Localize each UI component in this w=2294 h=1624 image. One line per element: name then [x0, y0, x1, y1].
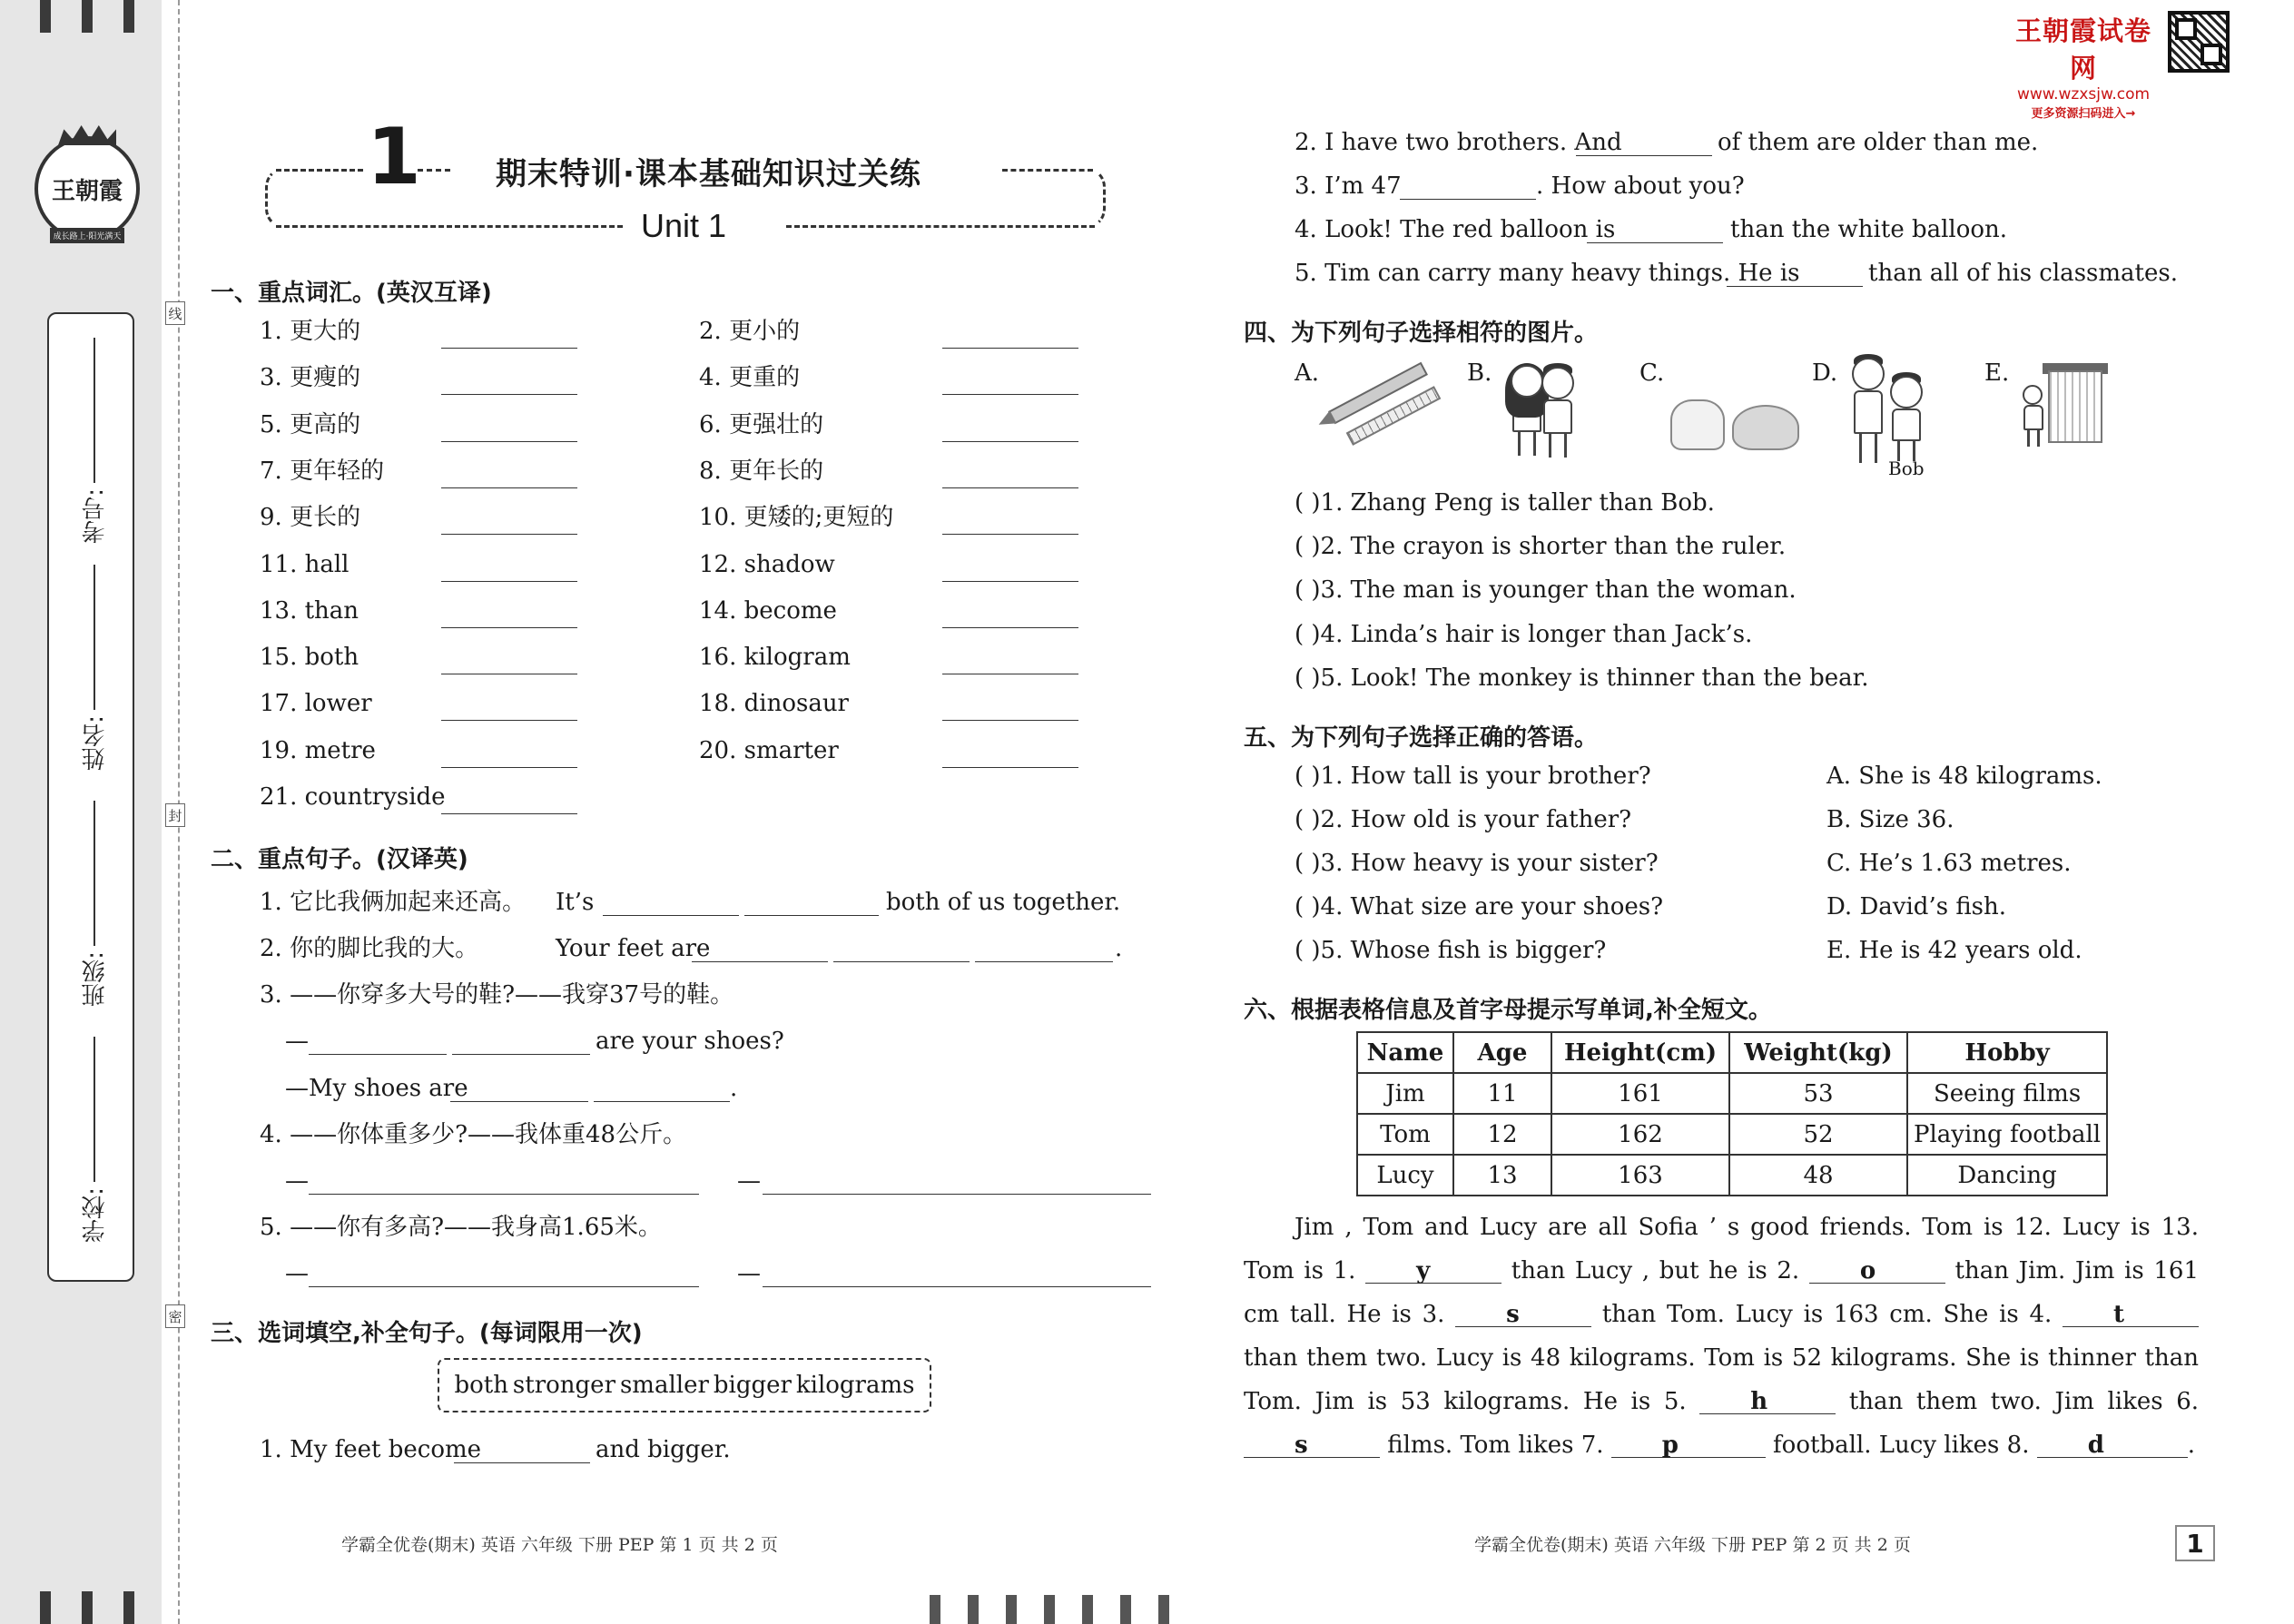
passage-blank[interactable]: y — [1365, 1259, 1501, 1284]
unit-title: Unit 1 — [641, 207, 727, 244]
table-header: Hobby — [1907, 1032, 2107, 1073]
question-text: —My shoes are — [285, 1075, 468, 1102]
seal-mark: 密 — [165, 1304, 185, 1328]
question-text: of them are older than me. — [1718, 129, 2039, 156]
question-text: 1. My feet become — [260, 1436, 482, 1463]
vocab-item: 10. 更矮的;更短的 — [699, 504, 894, 532]
match-item[interactable]: ( )5. Look! The monkey is thinner than the bear. — [1295, 664, 1869, 692]
answer-blank[interactable] — [975, 961, 1113, 962]
match-item[interactable]: ( )1. Zhang Peng is taller than Bob. — [1295, 489, 1715, 517]
table-header-row — [1357, 1032, 2107, 1073]
info-table — [1356, 1031, 2108, 1196]
word-option: bigger — [713, 1372, 792, 1399]
field-name[interactable] — [76, 559, 113, 771]
answer-blank[interactable] — [452, 1054, 590, 1055]
page-title: 期末特训·课本基础知识过关练 — [496, 156, 921, 192]
table-cell: Dancing — [1907, 1155, 2107, 1196]
field-label: 考号: — [81, 488, 109, 544]
table-row — [1357, 1073, 2107, 1114]
page-number: 1 — [2175, 1525, 2215, 1561]
section-heading: 五、为下列句子选择正确的答语。 — [1244, 724, 1599, 752]
table-cell: 162 — [1551, 1114, 1729, 1155]
brand-logo — [34, 136, 140, 241]
field-exam-number[interactable] — [76, 332, 113, 544]
table-cell: 161 — [1551, 1073, 1729, 1114]
table-cell: 163 — [1551, 1155, 1729, 1196]
seal-mark: 封 — [165, 803, 185, 827]
registration-mark — [82, 0, 93, 33]
vocab-item: 21. countryside — [260, 783, 446, 811]
logo-slogan: 成长路上·阳光满天 — [50, 228, 125, 243]
vocab-item: 18. dinosaur — [699, 690, 849, 718]
answer-blank[interactable] — [1587, 242, 1723, 243]
answer-blank[interactable] — [450, 1101, 588, 1102]
word-option: smaller — [619, 1372, 709, 1399]
registration-mark — [930, 1595, 940, 1624]
word-option: kilograms — [795, 1372, 915, 1399]
section-heading: 二、重点句子。(汉译英) — [211, 846, 468, 873]
table-cell: Playing football — [1907, 1114, 2107, 1155]
vocab-item: 14. become — [699, 596, 837, 625]
vocab-item: 16. kilogram — [699, 644, 851, 672]
question-text: than all of his classmates. — [1868, 260, 2178, 287]
table-cell: 11 — [1453, 1073, 1551, 1114]
word-option: both — [454, 1372, 508, 1399]
option-label: B. — [1467, 359, 1492, 387]
registration-mark — [40, 1591, 51, 1624]
answer-blank[interactable] — [309, 1054, 447, 1055]
vocab-item: 9. 更长的 — [260, 504, 361, 532]
question-text: . — [730, 1075, 738, 1102]
footer-left: 学霸全优卷(期末) 英语 六年级 下册 PEP 第 1 页 共 2 页 — [341, 1535, 778, 1555]
answer-blank[interactable] — [942, 487, 1078, 488]
brand-url[interactable]: www.wzxsjw.com — [2016, 85, 2151, 103]
vocab-item: 12. shadow — [699, 550, 835, 578]
short-boy-icon — [1890, 376, 1923, 461]
answer-blank[interactable] — [441, 627, 577, 628]
passage-blank[interactable]: s — [1455, 1303, 1591, 1327]
registration-mark — [82, 1591, 93, 1624]
match-item[interactable]: ( )3. The man is younger than the woman. — [1295, 576, 1797, 604]
dash: — — [737, 1260, 761, 1287]
vocab-item: 19. metre — [260, 736, 376, 764]
answer-blank[interactable] — [942, 720, 1078, 721]
vocab-item: 7. 更年轻的 — [260, 457, 385, 485]
student-info-box — [47, 312, 134, 1282]
answer-blank[interactable] — [942, 441, 1078, 442]
brand-name: 王朝霞试卷网 — [2014, 15, 2151, 84]
stage-icon — [2048, 370, 2102, 443]
table-header: Age — [1453, 1032, 1551, 1073]
vocab-item: 4. 更重的 — [699, 364, 801, 392]
registration-mark — [123, 1591, 134, 1624]
match-item[interactable]: ( )2. How old is your father? — [1295, 806, 1632, 833]
registration-mark — [123, 0, 134, 33]
match-item[interactable]: ( )2. The crayon is shorter than the ruler. — [1295, 533, 1787, 560]
qr-code-icon[interactable] — [2168, 11, 2230, 73]
answer-option: E. He is 42 years old. — [1826, 937, 2082, 964]
section-heading: 四、为下列句子选择相符的图片。 — [1244, 320, 1599, 347]
answer-blank[interactable] — [441, 581, 577, 582]
answer-blank[interactable] — [763, 1194, 1151, 1195]
brand-header[interactable] — [2006, 11, 2161, 121]
table-cell: Jim — [1357, 1073, 1453, 1114]
registration-mark — [1158, 1595, 1169, 1624]
answer-blank[interactable] — [441, 767, 577, 768]
table-cell: Tom — [1357, 1114, 1453, 1155]
monkey-icon — [1670, 399, 1725, 450]
answer-blank[interactable] — [309, 1286, 699, 1287]
seal-mark: 线 — [165, 301, 185, 325]
table-header: Name — [1357, 1032, 1453, 1073]
person-icon — [2023, 385, 2044, 447]
dash: — — [737, 1167, 761, 1195]
footer-right: 学霸全优卷(期末) 英语 六年级 下册 PEP 第 2 页 共 2 页 — [1474, 1535, 1911, 1555]
table-cell: 12 — [1453, 1114, 1551, 1155]
match-item[interactable]: ( )3. How heavy is your sister? — [1295, 850, 1659, 877]
vocab-item: 20. smarter — [699, 736, 839, 764]
tall-boy-icon — [1852, 358, 1885, 463]
option-label: C. — [1639, 359, 1665, 387]
passage: Jim , Tom and Lucy are all Sofia ’ s good friends. Tom is 12. Lucy is 13. Tom is 1. y than Lucy , but he is 2. o than Jim. Jim is 161 cm tall. He is 3. s than Tom. Lucy is 163 cm. She is 4. t than them two. Lucy is 48 kilograms. Tom is 52 kilograms. She is thinner than Tom. Jim is 53 kilograms. He is 5. h than them two. Jim likes 6. s films. Tom likes 7. p football. Lucy likes 8. d . — [1244, 1214, 2199, 1459]
vocab-item: 8. 更年长的 — [699, 457, 824, 485]
registration-mark — [1082, 1595, 1093, 1624]
field-school[interactable] — [76, 1031, 113, 1243]
answer-option: B. Size 36. — [1826, 806, 1954, 833]
passage-blank[interactable]: h — [1699, 1390, 1836, 1414]
question-text: 4. ——你体重多少?——我体重48公斤。 — [260, 1121, 687, 1148]
registration-mark — [968, 1595, 979, 1624]
question-text: 4. Look! The red balloon is — [1295, 216, 1616, 243]
question-text: and bigger. — [596, 1436, 731, 1463]
field-label: 学校: — [81, 1187, 109, 1243]
option-label: D. — [1812, 359, 1838, 387]
brand-tip: 更多资源扫码进入→ — [2031, 107, 2136, 121]
match-item[interactable]: ( )4. Linda’s hair is longer than Jack’s. — [1295, 621, 1753, 648]
logo-text: 王朝霞 — [51, 177, 123, 205]
word-option: stronger — [512, 1372, 615, 1399]
table-header: Weight(kg) — [1729, 1032, 1907, 1073]
bear-icon — [1732, 405, 1799, 450]
question-text: 5. Tim can carry many heavy things. He is — [1295, 260, 1800, 287]
answer-blank[interactable] — [441, 534, 577, 535]
question-text: . How about you? — [1536, 172, 1745, 200]
vocab-item: 3. 更瘦的 — [260, 364, 361, 392]
answer-blank[interactable] — [942, 581, 1078, 582]
answer-blank[interactable] — [833, 961, 970, 962]
question-text: . — [1115, 935, 1123, 962]
answer-blank[interactable] — [942, 348, 1078, 349]
vocab-item: 11. hall — [260, 550, 350, 578]
match-item[interactable]: ( )4. What size are your shoes? — [1295, 893, 1664, 920]
answer-blank[interactable] — [744, 915, 879, 916]
question-text: 1. 它比我俩加起来还高。 — [260, 889, 527, 916]
table-row — [1357, 1155, 2107, 1196]
answer-blank[interactable] — [692, 961, 828, 962]
vocab-item: 15. both — [260, 644, 359, 672]
answer-blank[interactable] — [441, 441, 577, 442]
answer-blank[interactable] — [441, 348, 577, 349]
answer-blank[interactable] — [441, 487, 577, 488]
answer-blank[interactable] — [441, 813, 577, 814]
question-text: Your feet are — [556, 935, 711, 962]
option-label: E. — [1984, 359, 2010, 387]
answer-blank[interactable] — [942, 534, 1078, 535]
answer-blank[interactable] — [441, 394, 577, 395]
answer-blank[interactable] — [1727, 286, 1863, 287]
dash: — — [285, 1167, 309, 1195]
boy-icon — [1541, 367, 1574, 458]
answer-option: A. She is 48 kilograms. — [1826, 763, 2102, 790]
vocab-item: 5. 更高的 — [260, 410, 361, 438]
passage-blank[interactable]: o — [1809, 1259, 1945, 1284]
dash: — — [285, 1260, 309, 1287]
section-heading: 三、选词填空,补全句子。(每词限用一次) — [211, 1320, 643, 1347]
table-row — [1357, 1114, 2107, 1155]
vocab-item: 1. 更大的 — [260, 318, 361, 345]
table-header: Height(cm) — [1551, 1032, 1729, 1073]
field-label: 班级: — [81, 951, 109, 1007]
passage-blank[interactable]: d — [2037, 1433, 2188, 1458]
field-label: 姓名: — [81, 715, 109, 771]
answer-blank[interactable] — [942, 394, 1078, 395]
answer-blank[interactable] — [594, 1101, 730, 1102]
question-text: 2. 你的脚比我的大。 — [260, 935, 479, 962]
answer-blank[interactable] — [309, 1194, 699, 1195]
option-label: A. — [1295, 359, 1320, 387]
section-heading: 六、根据表格信息及首字母提示写单词,补全短文。 — [1244, 997, 1772, 1024]
vocab-item: 6. 更强壮的 — [699, 410, 824, 438]
table-cell: 48 — [1729, 1155, 1907, 1196]
question-text: than the white balloon. — [1730, 216, 2008, 243]
dash: — — [285, 1028, 309, 1055]
question-text: 2. I have two brothers. And — [1295, 129, 1622, 156]
vocab-item: 13. than — [260, 596, 359, 625]
vocab-item: 17. lower — [260, 690, 372, 718]
passage-blank[interactable]: s — [1244, 1433, 1380, 1458]
table-cell: 53 — [1729, 1073, 1907, 1114]
answer-blank[interactable] — [942, 767, 1078, 768]
registration-mark — [1006, 1595, 1017, 1624]
section-heading: 一、重点词汇。(英汉互译) — [211, 280, 492, 307]
answer-blank[interactable] — [942, 627, 1078, 628]
question-text: 3. ——你穿多大号的鞋?——我穿37号的鞋。 — [260, 981, 734, 1009]
registration-mark — [1044, 1595, 1055, 1624]
question-text: both of us together. — [886, 889, 1121, 916]
picture-caption: Bob — [1888, 458, 1925, 479]
table-cell: Seeing films — [1907, 1073, 2107, 1114]
answer-blank[interactable] — [603, 915, 739, 916]
vocab-item: 2. 更小的 — [699, 318, 801, 345]
word-bank — [438, 1358, 931, 1412]
table-cell: 13 — [1453, 1155, 1551, 1196]
question-text: It’s — [556, 889, 595, 916]
question-text: 5. ——你有多高?——我身高1.65米。 — [260, 1214, 662, 1241]
match-item[interactable]: ( )5. Whose fish is bigger? — [1295, 937, 1607, 964]
answer-blank[interactable] — [763, 1286, 1151, 1287]
field-class[interactable] — [76, 795, 113, 1007]
title-number: 1 — [367, 112, 421, 202]
registration-mark — [40, 0, 51, 33]
passage-blank[interactable]: p — [1611, 1433, 1766, 1458]
answer-blank[interactable] — [1400, 199, 1536, 200]
answer-option: D. David’s fish. — [1826, 893, 2007, 920]
answer-option: C. He’s 1.63 metres. — [1826, 850, 2072, 877]
passage-blank[interactable]: t — [2063, 1303, 2199, 1327]
girl-icon — [1511, 365, 1543, 456]
table-cell: 52 — [1729, 1114, 1907, 1155]
question-text: are your shoes? — [596, 1028, 784, 1055]
match-item[interactable]: ( )1. How tall is your brother? — [1295, 763, 1651, 790]
table-cell: Lucy — [1357, 1155, 1453, 1196]
answer-blank[interactable] — [1576, 155, 1712, 156]
registration-mark — [1120, 1595, 1131, 1624]
question-text: 3. I’m 47 — [1295, 172, 1402, 200]
answer-blank[interactable] — [454, 1462, 590, 1463]
answer-blank[interactable] — [441, 720, 577, 721]
